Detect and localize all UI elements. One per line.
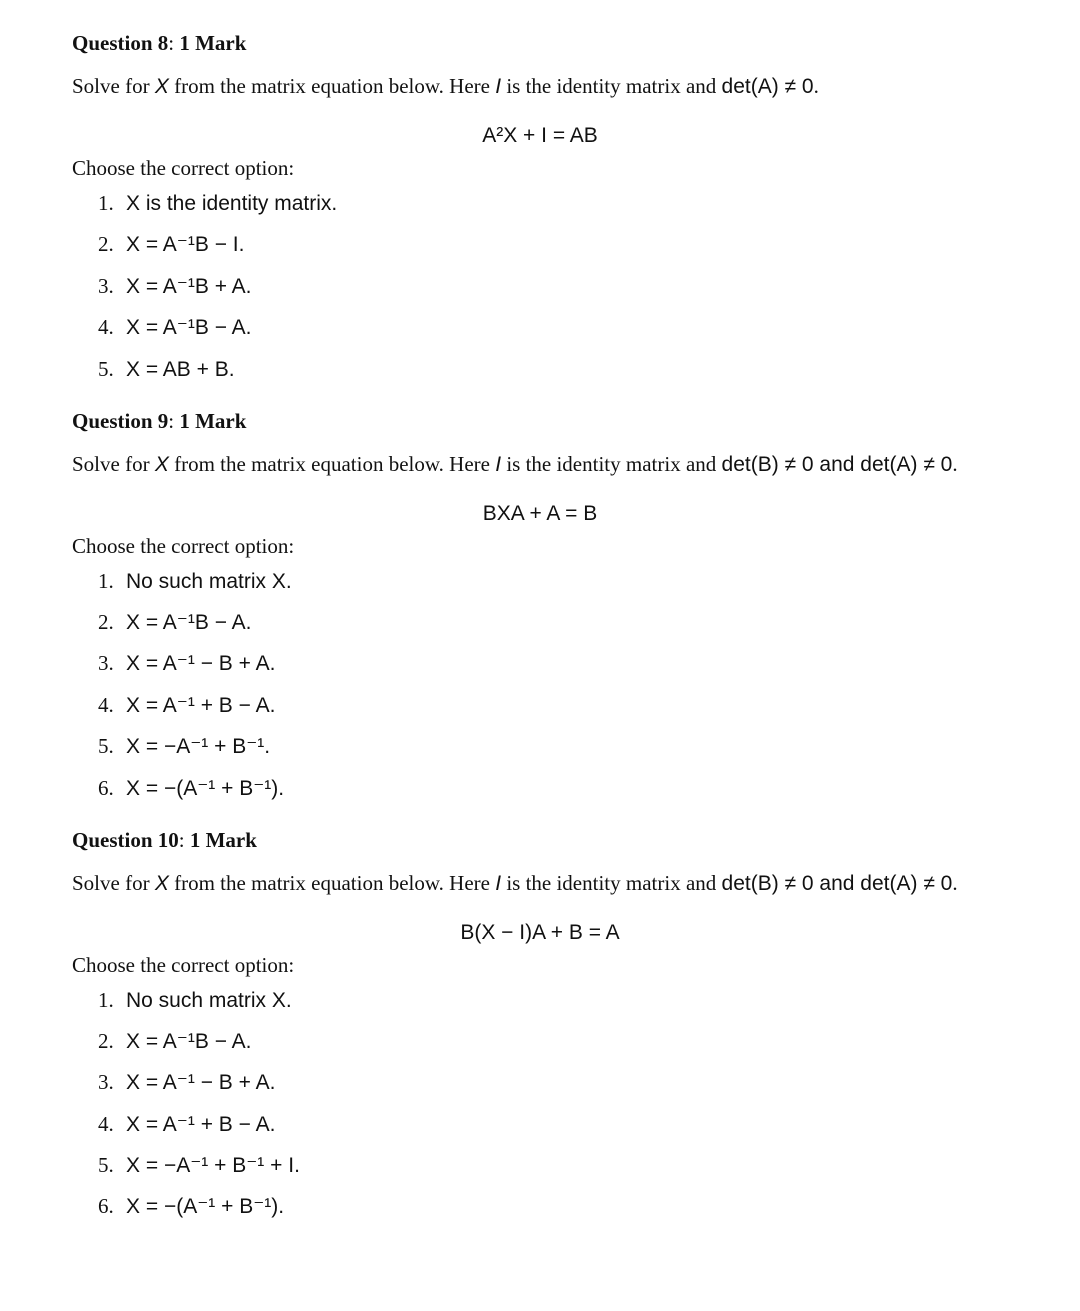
option-list: [72, 188, 1032, 384]
question-title: Question 9: 1 Mark: [72, 408, 247, 433]
option-list: [72, 566, 1032, 803]
question-marks: 1 Mark: [179, 408, 247, 433]
option-item[interactable]: 3. X = A⁻¹ − B + A.: [98, 1070, 276, 1095]
question-marks: 1 Mark: [189, 827, 257, 852]
question-8: [72, 28, 1032, 384]
choose-prompt: Choose the correct option:: [72, 533, 295, 558]
choose-prompt: Choose the correct option:: [72, 952, 295, 977]
condition-text: det(B) ≠ 0 and det(A) ≠ 0: [721, 452, 953, 476]
question-marks: 1 Mark: [179, 31, 247, 55]
question-prompt: Solve for X from the matrix equation below. Here I is the identity matrix and det(A) ≠ 0.: [72, 74, 819, 98]
question-number: Question 9: [72, 408, 169, 433]
option-item[interactable]: 4. X = A⁻¹ + B − A.: [98, 692, 276, 717]
question-title: Question 10: 1 Mark: [72, 827, 257, 852]
option-item[interactable]: 2. X = A⁻¹B − I.: [98, 232, 245, 257]
question-9: [72, 406, 1032, 803]
option-item[interactable]: 6. X = −(A⁻¹ + B⁻¹).: [98, 775, 285, 800]
matrix-equation: BXA + A = B: [482, 501, 598, 525]
condition-text: det(B) ≠ 0 and det(A) ≠ 0: [721, 871, 953, 895]
matrix-equation: B(X − I)A + B = A: [460, 920, 620, 944]
option-item[interactable]: 4. X = A⁻¹B − A.: [98, 315, 252, 340]
option-item[interactable]: 5. X = AB + B.: [98, 356, 235, 381]
question-title: Question 8: 1 Mark: [72, 31, 247, 55]
option-item[interactable]: 1. X is the identity matrix.: [98, 191, 338, 215]
document-page: [72, 28, 1032, 1243]
matrix-equation: A²X + I = AB: [482, 124, 598, 147]
option-item[interactable]: 3. X = A⁻¹B + A.: [98, 273, 252, 298]
option-item[interactable]: 2. X = A⁻¹B − A.: [98, 609, 252, 634]
option-list: [72, 985, 1032, 1222]
option-item[interactable]: 2. X = A⁻¹B − A.: [98, 1028, 252, 1053]
option-item[interactable]: 3. X = A⁻¹ − B + A.: [98, 651, 276, 676]
option-item[interactable]: 5. X = −A⁻¹ + B⁻¹ + I.: [98, 1153, 300, 1178]
question-number: Question 10: [72, 827, 179, 852]
question-10: [72, 825, 1032, 1222]
option-item[interactable]: 4. X = A⁻¹ + B − A.: [98, 1111, 276, 1136]
choose-prompt: Choose the correct option:: [72, 156, 295, 180]
option-item[interactable]: 6. X = −(A⁻¹ + B⁻¹).: [98, 1194, 285, 1219]
question-prompt: Solve for X from the matrix equation below. Here I is the identity matrix and det(B) ≠ 0 and det(A) ≠ 0.: [72, 451, 958, 476]
option-item[interactable]: 5. X = −A⁻¹ + B⁻¹.: [98, 734, 271, 759]
question-prompt: Solve for X from the matrix equation below. Here I is the identity matrix and det(B) ≠ 0 and det(A) ≠ 0.: [72, 870, 958, 895]
option-item[interactable]: 1. No such matrix X.: [98, 987, 292, 1012]
option-item[interactable]: 1. No such matrix X.: [98, 568, 292, 593]
condition-text: det(A) ≠ 0: [721, 75, 814, 98]
question-number: Question 8: [72, 31, 169, 55]
